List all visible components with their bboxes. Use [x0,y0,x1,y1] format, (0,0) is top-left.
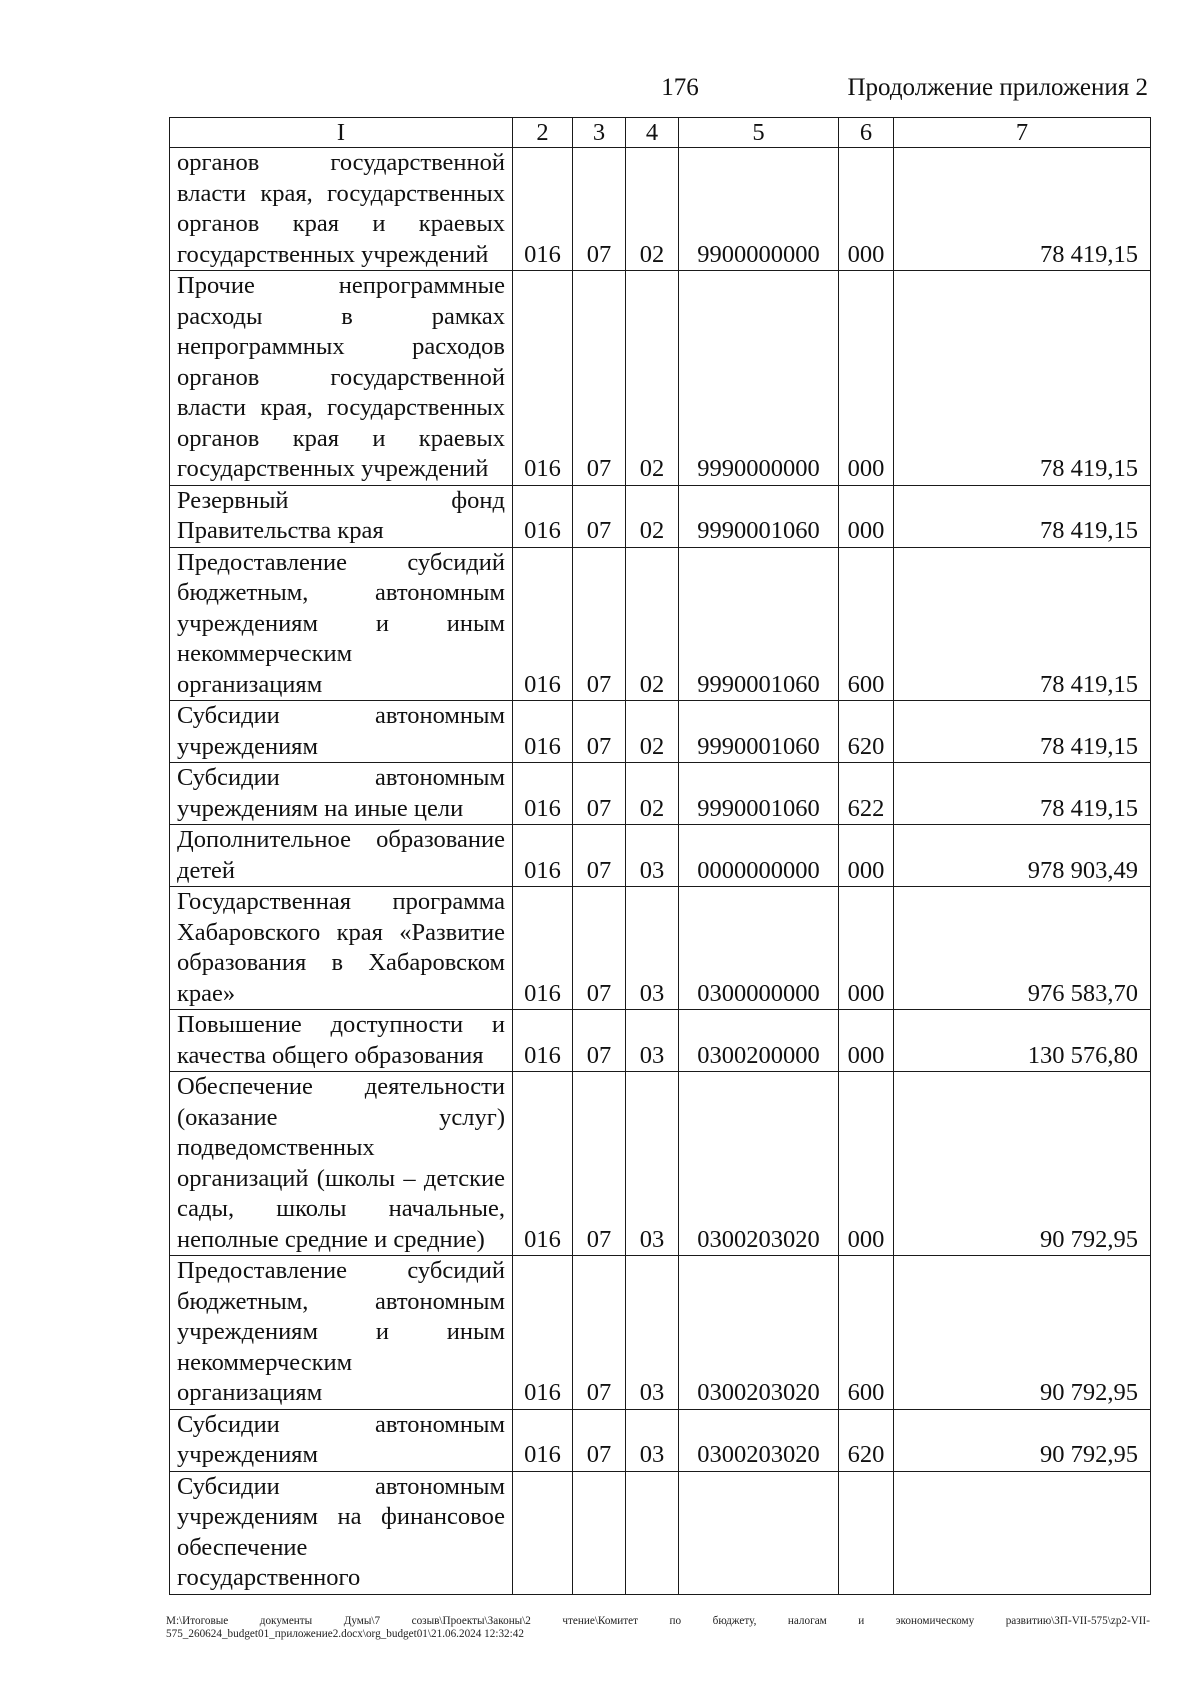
column-header: 4 [626,118,679,148]
table-row [170,485,1151,547]
section-code-cell: 07 [573,701,626,763]
subsection-code-cell: 02 [626,271,679,486]
expense-name-line: учреждениям [177,732,318,760]
expense-name-line: государственного [177,1564,361,1591]
target-article-cell: 9990001060 [679,763,839,825]
subsection-code-cell [626,1471,679,1594]
target-article-cell: 9990001060 [679,701,839,763]
table-row [170,1471,1151,1594]
expense-name-line: некоммерческим [177,1348,353,1376]
expense-name-line: учреждениям на финансовое [177,1503,505,1530]
expense-name-line: Повышение доступности и [177,1011,505,1038]
expense-name-line: власти края, государственных [177,394,505,421]
target-article-cell: 0300203020 [679,1256,839,1410]
expense-name-cell [170,1256,513,1410]
section-code-cell: 07 [573,1256,626,1410]
subsection-code-cell: 02 [626,547,679,701]
expense-name-line: Предоставление субсидий [177,548,505,576]
column-header: 3 [573,118,626,148]
table-row [170,547,1151,701]
expense-name-line: Субсидии автономным [177,1472,505,1500]
expense-type-cell: 000 [839,1010,894,1072]
expense-name-line: Правительства края [177,517,384,544]
ministry-code-cell: 016 [513,148,573,271]
section-code-cell: 07 [573,148,626,271]
ministry-code-cell: 016 [513,825,573,887]
expense-name-line: учреждениям на иные цели [177,794,464,822]
table-row [170,887,1151,1010]
expense-type-cell: 000 [839,1072,894,1256]
expense-name-line: (оказание услуг) [177,1103,505,1131]
expense-type-cell: 600 [839,547,894,701]
expense-type-cell: 622 [839,763,894,825]
expense-name-cell [170,1010,513,1072]
expense-name-cell [170,485,513,547]
ministry-code-cell: 016 [513,271,573,486]
expense-name-line: органов государственной [177,149,505,176]
document-path-footer: M:\Итоговые документы Думы\7 созыв\Проекты\Законы\2 чтение\Комитет по бюджету, налогам и экономическому развитию\ЗП-VII-575\zp2-VII-575_260624_budget01_приложение2.docx\org_budget01\21.06.2024 12:32:42 [166,1615,1150,1640]
section-code-cell: 07 [573,271,626,486]
table-row [170,701,1151,763]
ministry-code-cell: 016 [513,887,573,1010]
page-number: 176 [661,74,699,101]
expense-name-cell [170,701,513,763]
expense-name-line: учреждениям и иным [177,609,505,637]
expense-name-line: Обеспечение деятельности [177,1073,505,1100]
ministry-code-cell: 016 [513,485,573,547]
expense-type-cell: 620 [839,701,894,763]
column-number-row [170,118,1151,148]
subsection-code-cell: 02 [626,701,679,763]
expense-type-cell: 620 [839,1409,894,1471]
expense-name-line: власти края, государственных [177,179,505,207]
amount-cell: 78 419,15 [894,701,1151,763]
subsection-code-cell: 02 [626,148,679,271]
expense-type-cell: 000 [839,887,894,1010]
expense-name-line: Прочие непрограммные [177,272,505,299]
expense-name-cell [170,1471,513,1594]
target-article-cell [679,1471,839,1594]
table-row [170,271,1151,486]
ministry-code-cell: 016 [513,1072,573,1256]
expense-name-line: Субсидии автономным [177,702,505,729]
section-code-cell: 07 [573,1010,626,1072]
budget-table [169,117,1151,1595]
subsection-code-cell: 03 [626,1256,679,1410]
target-article-cell: 0300203020 [679,1409,839,1471]
amount-cell: 978 903,49 [894,825,1151,887]
expense-type-cell: 600 [839,1256,894,1410]
expense-type-cell: 000 [839,485,894,547]
expense-name-line: крае» [177,979,236,1007]
column-header: 7 [894,118,1151,148]
ministry-code-cell: 016 [513,1409,573,1471]
subsection-code-cell: 03 [626,1010,679,1072]
expense-name-cell [170,887,513,1010]
target-article-cell: 0300200000 [679,1010,839,1072]
expense-name-line: бюджетным, автономным [177,1287,505,1315]
amount-cell: 78 419,15 [894,547,1151,701]
expense-name-line: учреждениям и иным [177,1318,505,1345]
column-header: 6 [839,118,894,148]
table-row [170,1409,1151,1471]
expense-type-cell: 000 [839,825,894,887]
subsection-code-cell: 03 [626,1409,679,1471]
expense-name-cell [170,825,513,887]
expense-type-cell [839,1471,894,1594]
table-row [170,1010,1151,1072]
table-row [170,1072,1151,1256]
expense-name-line: Резервный фонд [177,486,505,514]
expense-name-line: обеспечение [177,1533,308,1561]
column-header: 2 [513,118,573,148]
table-row [170,763,1151,825]
ministry-code-cell [513,1471,573,1594]
amount-cell: 90 792,95 [894,1256,1151,1410]
expense-name-cell [170,1409,513,1471]
expense-name-line: некоммерческим [177,640,353,667]
ministry-code-cell: 016 [513,1256,573,1410]
continuation-label: Продолжение приложения 2 [847,74,1148,101]
amount-cell: 90 792,95 [894,1409,1151,1471]
ministry-code-cell: 016 [513,763,573,825]
column-header: I [170,118,513,148]
amount-cell: 78 419,15 [894,148,1151,271]
expense-name-line: подведомственных [177,1134,375,1161]
expense-name-line: образования в Хабаровском [177,949,505,976]
expense-name-line: организациям [177,1379,323,1406]
target-article-cell: 9900000000 [679,148,839,271]
amount-cell [894,1471,1151,1594]
section-code-cell: 07 [573,763,626,825]
column-header: 5 [679,118,839,148]
expense-name-line: органов государственной [177,363,505,391]
target-article-cell: 0000000000 [679,825,839,887]
expense-name-cell [170,763,513,825]
target-article-cell: 9990001060 [679,485,839,547]
section-code-cell: 07 [573,1409,626,1471]
expense-name-line: качества общего образования [177,1041,484,1069]
target-article-cell: 0300203020 [679,1072,839,1256]
expense-name-line: Хабаровского края «Развитие [177,918,505,946]
expense-name-line: непрограммных расходов [177,333,505,360]
amount-cell: 130 576,80 [894,1010,1151,1072]
amount-cell: 976 583,70 [894,887,1151,1010]
amount-cell: 78 419,15 [894,763,1151,825]
section-code-cell: 07 [573,887,626,1010]
target-article-cell: 0300000000 [679,887,839,1010]
section-code-cell: 07 [573,547,626,701]
expense-name-cell [170,271,513,486]
subsection-code-cell: 03 [626,1072,679,1256]
expense-name-line: органов края и краевых [177,210,505,237]
amount-cell: 90 792,95 [894,1072,1151,1256]
expense-name-line: сады, школы начальные, [177,1195,505,1222]
expense-name-line: Субсидии автономным [177,764,505,791]
section-code-cell: 07 [573,1072,626,1256]
expense-name-line: расходы в рамках [177,302,505,330]
expense-name-line: государственных учреждений [177,455,489,482]
expense-name-line: государственных учреждений [177,240,489,268]
expense-name-line: организаций (школы – детские [177,1164,505,1192]
expense-name-line: Субсидии автономным [177,1410,505,1438]
amount-cell: 78 419,15 [894,271,1151,486]
subsection-code-cell: 03 [626,825,679,887]
expense-name-cell [170,148,513,271]
expense-type-cell: 000 [839,271,894,486]
expense-name-line: Государственная программа [177,888,505,915]
expense-type-cell: 000 [839,148,894,271]
section-code-cell: 07 [573,825,626,887]
expense-name-cell [170,1072,513,1256]
expense-name-line: бюджетным, автономным [177,579,505,606]
expense-name-line: органов края и краевых [177,424,505,452]
expense-name-line: Дополнительное образование [177,826,505,853]
expense-name-line: детей [177,856,236,884]
ministry-code-cell: 016 [513,701,573,763]
target-article-cell: 9990000000 [679,271,839,486]
subsection-code-cell: 02 [626,763,679,825]
section-code-cell [573,1471,626,1594]
expense-name-cell [170,547,513,701]
table-row [170,1256,1151,1410]
ministry-code-cell: 016 [513,1010,573,1072]
subsection-code-cell: 02 [626,485,679,547]
expense-name-line: Предоставление субсидий [177,1257,505,1284]
section-code-cell: 07 [573,485,626,547]
expense-name-line: организациям [177,670,323,698]
expense-name-line: учреждениям [177,1441,318,1468]
table-row [170,825,1151,887]
table-row [170,148,1151,271]
subsection-code-cell: 03 [626,887,679,1010]
expense-name-line: неполные средние и средние) [177,1225,485,1253]
target-article-cell: 9990001060 [679,547,839,701]
amount-cell: 78 419,15 [894,485,1151,547]
ministry-code-cell: 016 [513,547,573,701]
